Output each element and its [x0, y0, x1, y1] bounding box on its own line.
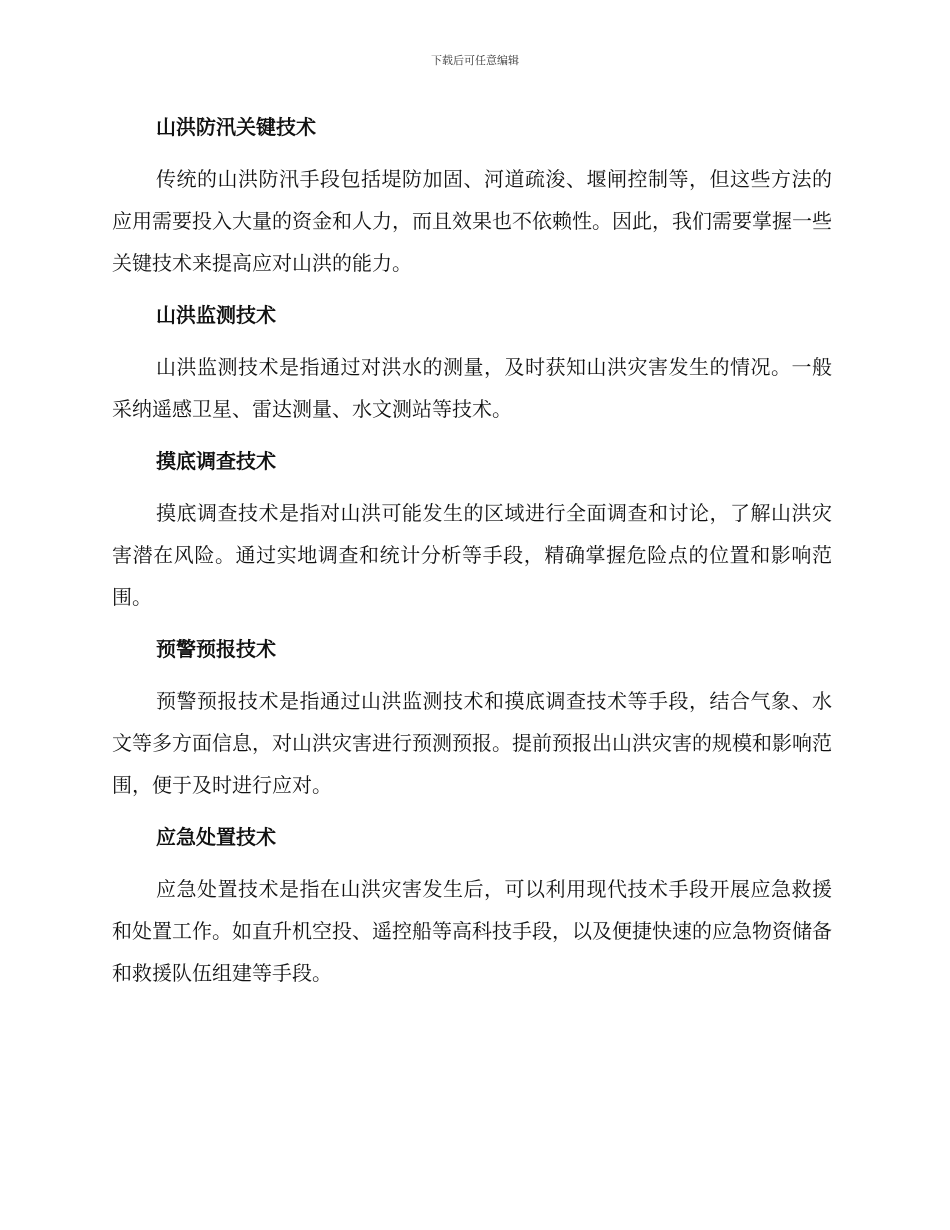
section-paragraph: 预警预报技术是指通过山洪监测技术和摸底调查技术等手段，结合气象、水文等多方面信息，对山洪灾害进行预测预报。提前预报出山洪灾害的规模和影响范围，便于及时进行应对。: [112, 689, 832, 797]
section-paragraph: 摸底调查技术是指对山洪可能发生的区域进行全面调查和讨论，了解山洪灾害潜在风险。通过实地调查和统计分析等手段，精确掌握危险点的位置和影响范围。: [112, 501, 832, 609]
document-body: [112, 106, 832, 1004]
section-paragraph: 山洪监测技术是指通过对洪水的测量，及时获知山洪灾害发生的情况。一般采纳遥感卫星、雷达测量、水文测站等技术。: [112, 355, 832, 421]
section-paragraph: 传统的山洪防汛手段包括堤防加固、河道疏浚、堰闸控制等，但这些方法的应用需要投入大量的资金和人力，而且效果也不依赖性。因此，我们需要掌握一些关键技术来提高应对山洪的能力。: [112, 167, 832, 275]
section-heading: 山洪监测技术: [156, 303, 276, 327]
section-paragraph: 应急处置技术是指在山洪灾害发生后，可以利用现代技术手段开展应急救援和处置工作。如直升机空投、遥控船等高科技手段，以及便捷快速的应急物资储备和救援队伍组建等手段。: [112, 877, 832, 985]
section-heading: 应急处置技术: [156, 825, 276, 849]
section-monitoring-tech: [112, 294, 832, 430]
section-heading: 摸底调查技术: [156, 449, 276, 473]
section-heading: 预警预报技术: [156, 637, 276, 661]
page-header-note: 下载后可任意编辑: [431, 54, 519, 67]
section-warning-tech: [112, 628, 832, 806]
section-heading: 山洪防汛关键技术: [156, 115, 316, 139]
section-emergency-tech: [112, 816, 832, 994]
section-flood-key-tech: [112, 106, 832, 284]
section-survey-tech: [112, 440, 832, 618]
